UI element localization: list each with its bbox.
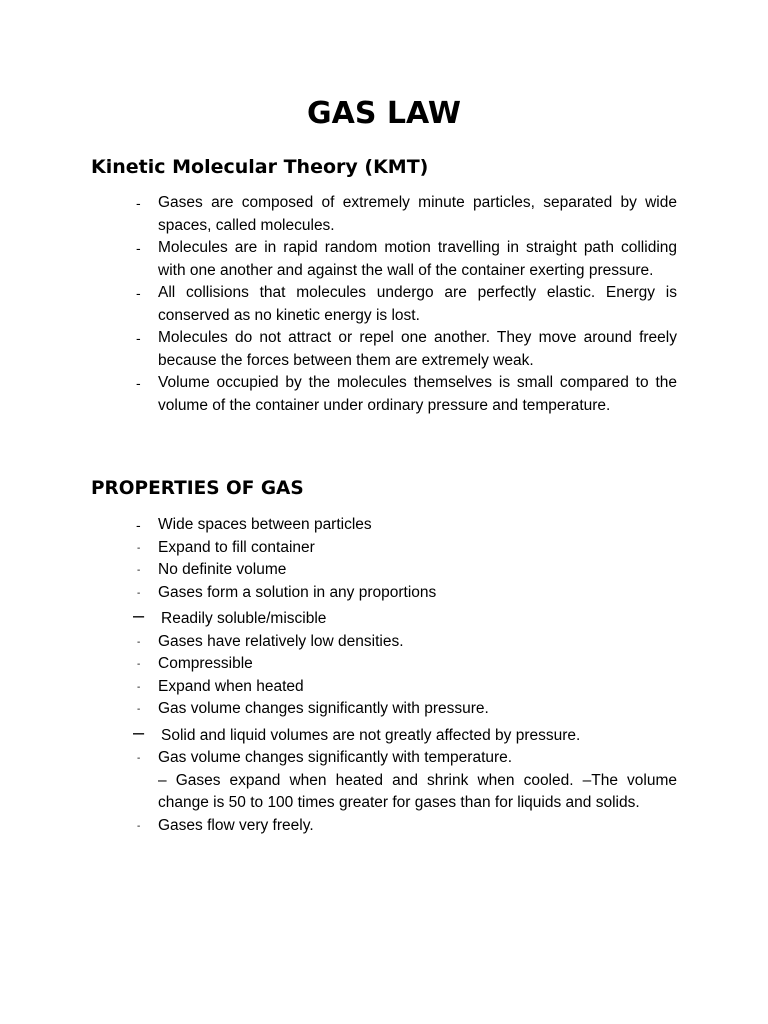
page-title: GAS LAW xyxy=(307,96,461,131)
list-item: - Gas volume changes significantly with pressure. xyxy=(133,698,677,721)
dash-bullet-icon: - xyxy=(136,285,141,301)
dash-bullet-icon: - xyxy=(137,704,141,715)
kmt-heading: Kinetic Molecular Theory (KMT) xyxy=(91,156,429,178)
dash-bullet-icon: – xyxy=(133,721,145,744)
dash-bullet-icon: - xyxy=(137,587,141,599)
sub-list-item: – Solid and liquid volumes are not greatly affected by pressure. xyxy=(133,721,581,744)
list-item: - Molecules do not attract or repel one another. They move around freely because the forces between them are extremely weak. xyxy=(136,329,677,369)
kmt-bullet-list xyxy=(133,192,677,417)
list-item: - Volume occupied by the molecules themselves is small compared to the volume of the container under ordinary pressure and temperature. xyxy=(136,374,677,414)
dash-bullet-icon: - xyxy=(136,195,141,211)
list-item: - Gases flow very freely. xyxy=(133,815,677,838)
dash-bullet-icon: – xyxy=(133,605,145,627)
dash-bullet-icon: - xyxy=(137,636,141,648)
dash-bullet-icon: - xyxy=(136,240,141,256)
dash-bullet-icon: - xyxy=(137,820,141,832)
properties-heading: PROPERTIES OF GAS xyxy=(91,478,304,499)
list-item: - Gases are composed of extremely minute particles, separated by wide spaces, called molecules. xyxy=(136,194,677,234)
list-item: - No definite volume xyxy=(133,559,677,582)
properties-bullet-list xyxy=(133,514,677,837)
dash-bullet-icon: - xyxy=(137,659,141,670)
list-item: - Molecules are in rapid random motion travelling in straight path colliding with one another and against the wall of the container exerting pressure. xyxy=(136,239,677,279)
list-item: - Wide spaces between particles xyxy=(133,514,677,537)
list-item: - Expand to fill container xyxy=(133,537,677,560)
list-item: - Gases form a solution in any proportions xyxy=(133,582,677,605)
dash-bullet-icon: - xyxy=(137,565,141,576)
dash-bullet-icon: - xyxy=(136,375,141,391)
sub-list-item: – Readily soluble/miscible xyxy=(133,605,327,627)
list-item: - Compressible xyxy=(133,653,677,676)
dash-bullet-icon: - xyxy=(137,753,141,764)
list-item: - All collisions that molecules undergo are perfectly elastic. Energy is conserved as no kinetic energy is lost. xyxy=(136,284,677,324)
list-item: – Gases expand when heated and shrink when cooled. –The volume change is 50 to 100 times greater for gases than for liquids and solids. xyxy=(158,771,677,811)
dash-bullet-icon: - xyxy=(137,542,141,554)
dash-bullet-icon: - xyxy=(137,681,141,693)
list-item: - Gas volume changes significantly with temperature. xyxy=(133,747,677,770)
list-item: - Gases have relatively low densities. xyxy=(133,631,677,654)
dash-bullet-icon: - xyxy=(136,517,141,533)
list-item: - Expand when heated xyxy=(133,676,677,699)
dash-bullet-icon: - xyxy=(136,330,141,346)
